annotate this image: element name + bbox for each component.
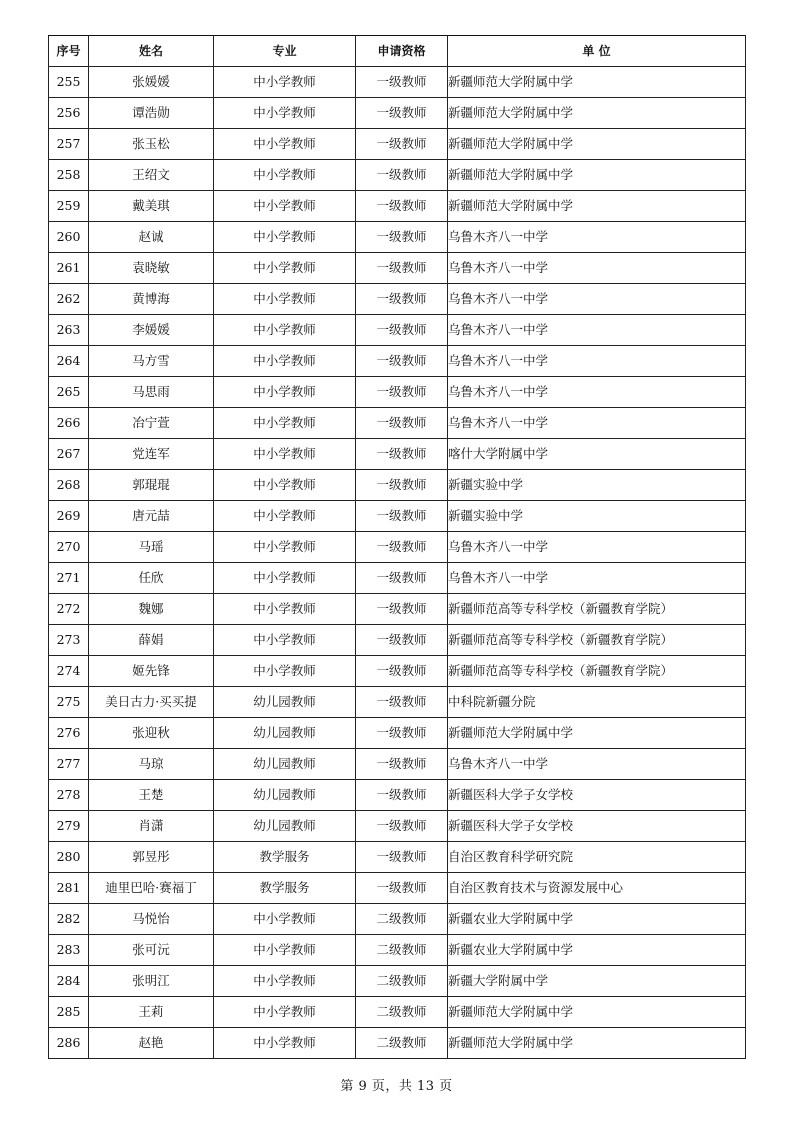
cell-no: 274 [49,656,89,687]
cell-name: 魏娜 [89,594,214,625]
cell-name: 黄博海 [89,284,214,315]
cell-no: 258 [49,160,89,191]
table-row [49,532,746,563]
cell-unit: 乌鲁木齐八一中学 [448,377,746,408]
header-major: 专业 [214,36,356,67]
cell-unit: 乌鲁木齐八一中学 [448,222,746,253]
cell-major: 中小学教师 [214,935,356,966]
cell-no: 270 [49,532,89,563]
cell-major: 中小学教师 [214,253,356,284]
table-row [49,749,746,780]
header-name: 姓名 [89,36,214,67]
cell-no: 273 [49,625,89,656]
cell-unit: 新疆医科大学子女学校 [448,811,746,842]
cell-name: 王绍文 [89,160,214,191]
cell-major: 中小学教师 [214,346,356,377]
cell-no: 275 [49,687,89,718]
cell-qualification: 一级教师 [356,222,448,253]
header-row [49,36,746,67]
table-row [49,935,746,966]
cell-major: 中小学教师 [214,563,356,594]
cell-qualification: 一级教师 [356,563,448,594]
cell-qualification: 一级教师 [356,129,448,160]
table-row [49,687,746,718]
cell-qualification: 一级教师 [356,594,448,625]
cell-qualification: 一级教师 [356,470,448,501]
cell-name: 唐元喆 [89,501,214,532]
cell-qualification: 二级教师 [356,1028,448,1059]
cell-major: 中小学教师 [214,966,356,997]
table-row [49,470,746,501]
cell-name: 马方雪 [89,346,214,377]
cell-name: 王楚 [89,780,214,811]
cell-major: 中小学教师 [214,98,356,129]
cell-unit: 新疆师范大学附属中学 [448,997,746,1028]
cell-qualification: 一级教师 [356,253,448,284]
cell-qualification: 一级教师 [356,408,448,439]
table-row [49,191,746,222]
cell-unit: 新疆师范大学附属中学 [448,98,746,129]
cell-qualification: 一级教师 [356,749,448,780]
cell-no: 279 [49,811,89,842]
cell-no: 261 [49,253,89,284]
cell-name: 赵诚 [89,222,214,253]
cell-no: 267 [49,439,89,470]
cell-name: 张可沅 [89,935,214,966]
header-no: 序号 [49,36,89,67]
cell-major: 中小学教师 [214,160,356,191]
cell-no: 280 [49,842,89,873]
cell-major: 中小学教师 [214,501,356,532]
table-row [49,904,746,935]
table-row [49,656,746,687]
cell-unit: 自治区教育科学研究院 [448,842,746,873]
cell-major: 中小学教师 [214,284,356,315]
cell-qualification: 一级教师 [356,284,448,315]
cell-unit: 乌鲁木齐八一中学 [448,749,746,780]
cell-no: 286 [49,1028,89,1059]
cell-unit: 中科院新疆分院 [448,687,746,718]
cell-qualification: 二级教师 [356,966,448,997]
cell-name: 郭琨琨 [89,470,214,501]
cell-major: 教学服务 [214,873,356,904]
cell-qualification: 二级教师 [356,935,448,966]
table-row [49,222,746,253]
cell-unit: 新疆农业大学附属中学 [448,935,746,966]
header-qualification: 申请资格 [356,36,448,67]
cell-qualification: 一级教师 [356,501,448,532]
cell-qualification: 一级教师 [356,687,448,718]
cell-unit: 乌鲁木齐八一中学 [448,346,746,377]
cell-name: 王莉 [89,997,214,1028]
cell-qualification: 一级教师 [356,625,448,656]
cell-name: 张明江 [89,966,214,997]
cell-unit: 新疆师范大学附属中学 [448,129,746,160]
cell-unit: 新疆师范大学附属中学 [448,160,746,191]
cell-major: 中小学教师 [214,67,356,98]
cell-major: 中小学教师 [214,532,356,563]
cell-major: 中小学教师 [214,625,356,656]
cell-major: 幼儿园教师 [214,718,356,749]
cell-unit: 新疆师范大学附属中学 [448,67,746,98]
cell-qualification: 一级教师 [356,67,448,98]
cell-qualification: 一级教师 [356,780,448,811]
cell-qualification: 一级教师 [356,718,448,749]
table-row [49,966,746,997]
cell-unit: 新疆师范大学附属中学 [448,718,746,749]
cell-name: 薛娟 [89,625,214,656]
cell-unit: 新疆师范高等专科学校（新疆教育学院） [448,625,746,656]
cell-no: 260 [49,222,89,253]
cell-qualification: 一级教师 [356,346,448,377]
header-unit: 单 位 [448,36,746,67]
cell-name: 马瑶 [89,532,214,563]
cell-no: 269 [49,501,89,532]
cell-name: 姬先锋 [89,656,214,687]
cell-major: 中小学教师 [214,904,356,935]
cell-qualification: 一级教师 [356,315,448,346]
cell-name: 马思雨 [89,377,214,408]
cell-no: 263 [49,315,89,346]
table-row [49,160,746,191]
table-row [49,873,746,904]
cell-qualification: 一级教师 [356,811,448,842]
table-row [49,129,746,160]
table-header [49,36,746,67]
cell-no: 277 [49,749,89,780]
cell-unit: 乌鲁木齐八一中学 [448,253,746,284]
cell-no: 265 [49,377,89,408]
cell-unit: 新疆师范大学附属中学 [448,191,746,222]
cell-name: 郭昱彤 [89,842,214,873]
table-row [49,842,746,873]
cell-name: 谭浩勋 [89,98,214,129]
table-row [49,997,746,1028]
table-row [49,346,746,377]
cell-no: 262 [49,284,89,315]
table-row [49,315,746,346]
cell-major: 中小学教师 [214,997,356,1028]
cell-no: 259 [49,191,89,222]
table-row [49,811,746,842]
cell-name: 张迎秋 [89,718,214,749]
cell-major: 幼儿园教师 [214,780,356,811]
cell-major: 幼儿园教师 [214,749,356,780]
table-row [49,780,746,811]
cell-qualification: 一级教师 [356,377,448,408]
cell-major: 中小学教师 [214,129,356,160]
cell-name: 戴美琪 [89,191,214,222]
cell-unit: 乌鲁木齐八一中学 [448,563,746,594]
cell-no: 266 [49,408,89,439]
cell-unit: 新疆大学附属中学 [448,966,746,997]
cell-major: 中小学教师 [214,594,356,625]
cell-name: 袁晓敏 [89,253,214,284]
cell-unit: 新疆医科大学子女学校 [448,780,746,811]
cell-major: 中小学教师 [214,191,356,222]
cell-qualification: 一级教师 [356,656,448,687]
cell-unit: 新疆师范高等专科学校（新疆教育学院） [448,594,746,625]
cell-unit: 新疆实验中学 [448,470,746,501]
cell-name: 美日古力·买买提 [89,687,214,718]
table-row [49,718,746,749]
cell-name: 马悦怡 [89,904,214,935]
table-row [49,1028,746,1059]
cell-unit: 新疆实验中学 [448,501,746,532]
table-row [49,98,746,129]
cell-qualification: 二级教师 [356,997,448,1028]
cell-major: 中小学教师 [214,470,356,501]
cell-major: 教学服务 [214,842,356,873]
cell-no: 285 [49,997,89,1028]
cell-no: 284 [49,966,89,997]
cell-unit: 乌鲁木齐八一中学 [448,408,746,439]
cell-no: 272 [49,594,89,625]
cell-major: 中小学教师 [214,1028,356,1059]
cell-unit: 乌鲁木齐八一中学 [448,284,746,315]
cell-unit: 乌鲁木齐八一中学 [448,315,746,346]
cell-qualification: 一级教师 [356,842,448,873]
table-row [49,563,746,594]
cell-major: 幼儿园教师 [214,687,356,718]
cell-unit: 新疆农业大学附属中学 [448,904,746,935]
cell-name: 肖潇 [89,811,214,842]
page-number: 第 9 页，共 13 页 [340,1079,453,1094]
cell-name: 李媛媛 [89,315,214,346]
cell-major: 幼儿园教师 [214,811,356,842]
cell-name: 赵艳 [89,1028,214,1059]
cell-no: 257 [49,129,89,160]
table-row [49,501,746,532]
cell-major: 中小学教师 [214,222,356,253]
table-row [49,625,746,656]
cell-name: 张媛媛 [89,67,214,98]
cell-no: 283 [49,935,89,966]
table-row [49,594,746,625]
table-row [49,408,746,439]
cell-name: 张玉松 [89,129,214,160]
cell-no: 256 [49,98,89,129]
cell-no: 255 [49,67,89,98]
cell-unit: 自治区教育技术与资源发展中心 [448,873,746,904]
cell-unit: 喀什大学附属中学 [448,439,746,470]
cell-qualification: 一级教师 [356,160,448,191]
cell-qualification: 一级教师 [356,532,448,563]
cell-no: 276 [49,718,89,749]
cell-unit: 新疆师范大学附属中学 [448,1028,746,1059]
cell-qualification: 一级教师 [356,873,448,904]
cell-name: 党连军 [89,439,214,470]
cell-major: 中小学教师 [214,408,356,439]
cell-major: 中小学教师 [214,315,356,346]
cell-no: 281 [49,873,89,904]
cell-name: 迪里巴哈·赛福丁 [89,873,214,904]
cell-name: 冶宁萱 [89,408,214,439]
table-row [49,253,746,284]
cell-major: 中小学教师 [214,656,356,687]
table-row [49,439,746,470]
cell-no: 271 [49,563,89,594]
cell-major: 中小学教师 [214,439,356,470]
cell-no: 264 [49,346,89,377]
cell-qualification: 一级教师 [356,98,448,129]
table-body [49,67,746,1059]
cell-no: 268 [49,470,89,501]
cell-name: 任欣 [89,563,214,594]
cell-name: 马琼 [89,749,214,780]
table-row [49,377,746,408]
cell-qualification: 一级教师 [356,191,448,222]
cell-no: 278 [49,780,89,811]
cell-qualification: 一级教师 [356,439,448,470]
roster-table [48,35,746,1059]
table-row [49,67,746,98]
cell-unit: 乌鲁木齐八一中学 [448,532,746,563]
cell-qualification: 二级教师 [356,904,448,935]
cell-no: 282 [49,904,89,935]
table-row [49,284,746,315]
cell-unit: 新疆师范高等专科学校（新疆教育学院） [448,656,746,687]
cell-major: 中小学教师 [214,377,356,408]
